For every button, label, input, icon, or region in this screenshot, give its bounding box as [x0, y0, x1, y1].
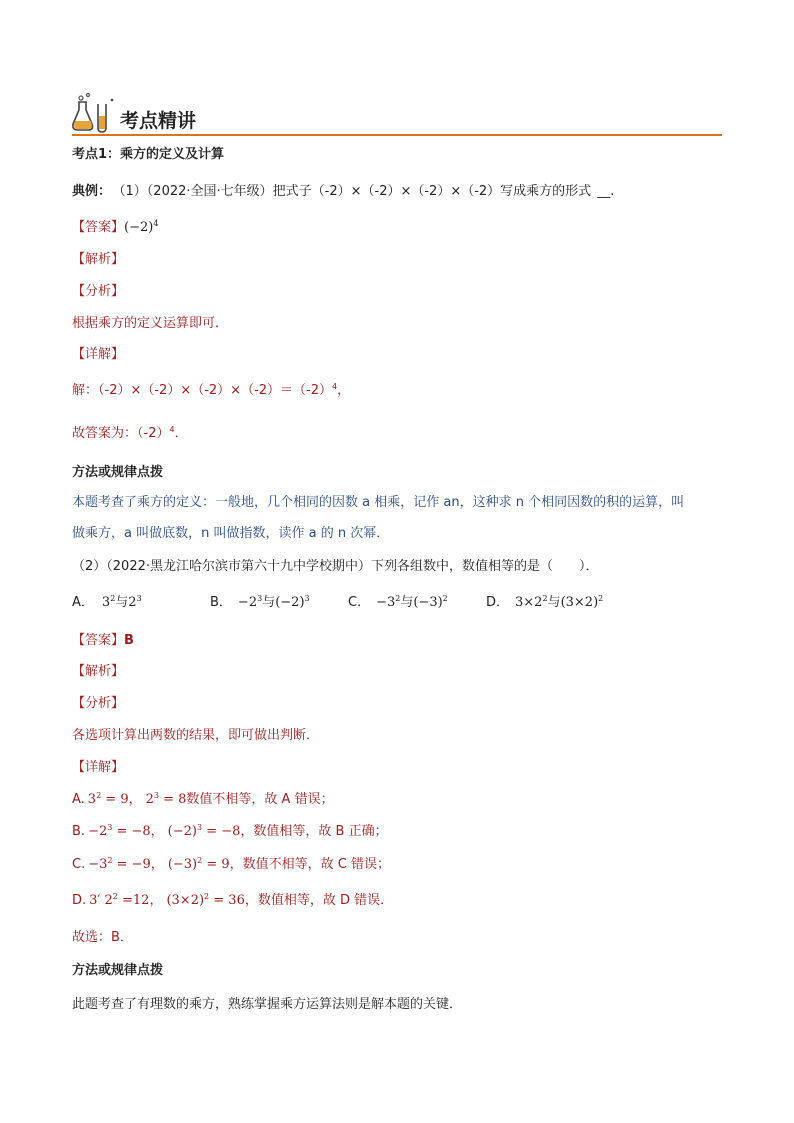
method-label: 方法或规律点拨 — [72, 963, 164, 978]
solution-end: ， — [337, 383, 351, 398]
method-text: 此题考查了有理数的乘方，熟练掌握乘方运算法则是解本题的关键． — [72, 997, 463, 1012]
conclusion-text: 故答案为：（-2） — [72, 426, 170, 441]
answer-exponent: 4 — [153, 219, 159, 228]
answer-blank: __. — [597, 184, 615, 199]
question-source: （2022·全国·七年级） — [146, 184, 273, 199]
answer-label: 【答案】 — [72, 220, 125, 235]
detail-line-d: D. 3′ $2^2 =12$， $(3\times 2)^2 = 36$，数值相等，故 D 错误． — [72, 892, 394, 908]
answer-label: 【答案】 — [72, 633, 125, 648]
solution-line — [72, 382, 350, 400]
method-text-line2: 做乘方，a 叫做底数，n 叫做指数，读作 a 的 n 次幂． — [72, 526, 390, 541]
section-title: 考点1：乘方的定义及计算 — [72, 147, 225, 162]
example-prefix: 典例： — [72, 184, 112, 199]
solution-exponent: 4 — [332, 382, 338, 391]
option-b: B． $-2^3$与$(-2)^3$ — [210, 594, 310, 610]
question-number: （1） — [119, 184, 147, 199]
conclusion-line — [72, 425, 188, 443]
detail-line-c: C. $-3^2 = -9$， $(-3)^2 = 9$，数值不相等，故 C 错误； — [72, 856, 390, 872]
conclusion-end: ． — [174, 426, 188, 441]
analysis-label: 【解析】 — [72, 252, 125, 267]
method-label: 方法或规律点拨 — [72, 465, 164, 480]
solution-text: 解：（-2）×（-2）×（-2）×（-2）＝（-2） — [72, 383, 332, 398]
option-c: C． $-3^2$与$(-3)^2$ — [348, 594, 448, 610]
example1-question — [72, 183, 614, 201]
question-text: 把式子（-2）×（-2）×（-2）×（-2）写成乘方的形式 — [272, 184, 592, 199]
option-a: A． $3^2$与$2^3$ — [72, 594, 142, 610]
fenxi-label: 【分析】 — [72, 284, 125, 299]
example2-question: （2）（2022·黑龙江哈尔滨市第六十九中学校期中）下列各组数中，数值相等的是（ ）． — [72, 559, 599, 574]
detail-line-a: A. $3^2 = 9$， $2^3 = 8$数值不相等，故 A 错误； — [72, 791, 334, 807]
fenxi-text: 根据乘方的定义运算即可． — [72, 316, 229, 331]
detail-label: 【详解】 — [72, 347, 125, 362]
detail-line-b: B. $-2^3 = -8$， $(-2)^3 = -8$，数值相等，故 B 正确； — [72, 823, 388, 839]
method-text-line1: 本题考查了乘方的定义：一般地，几个相同的因数 a 相乘，记作 an，这种求 n 个相同因数的积的运算，叫 — [72, 495, 685, 510]
example1-answer — [72, 219, 158, 237]
fenxi-label: 【分析】 — [72, 696, 125, 711]
example2-answer — [72, 632, 134, 650]
conclusion-exponent: 4 — [169, 425, 175, 434]
analysis-label: 【解析】 — [72, 664, 125, 679]
detail-label: 【详解】 — [72, 760, 125, 775]
fenxi-text: 各选项计算出两数的结果，即可做出判断． — [72, 728, 320, 743]
conclusion-line: 故选：B． — [72, 930, 133, 945]
header-divider — [72, 134, 722, 136]
flask-beaker-icon — [70, 92, 118, 134]
answer-value: (−2) — [124, 220, 154, 235]
answer-value: B — [124, 633, 134, 648]
option-d: D． $3\times 2^2$与$(3\times 2)^2$ — [486, 594, 604, 610]
page-title: 考点精讲 — [120, 110, 197, 132]
